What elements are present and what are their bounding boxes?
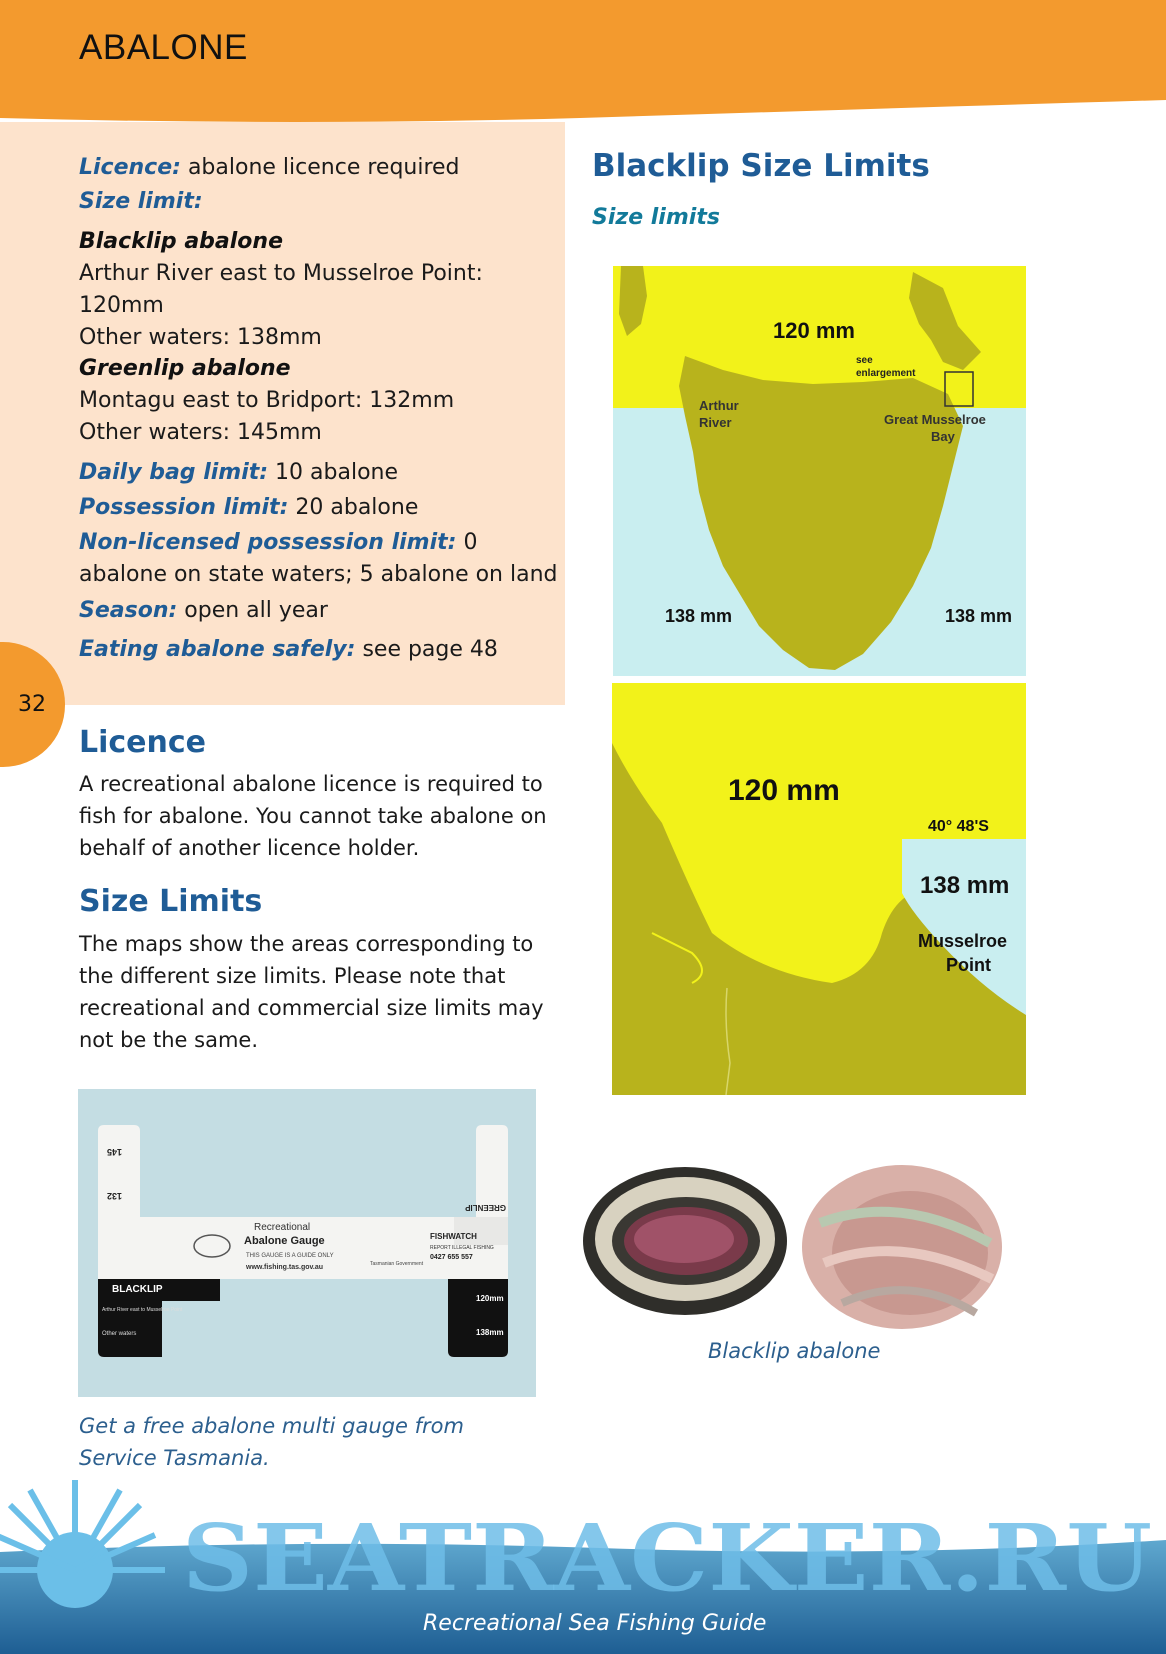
page-number: 32 — [18, 692, 46, 717]
season-line — [79, 595, 328, 626]
gauge-tasgov: Tasmanian Government — [370, 1261, 424, 1267]
gauge-size-132: 132 — [106, 1191, 122, 1201]
map1-see: see — [856, 355, 873, 366]
gauge-size-145: 145 — [106, 1147, 122, 1157]
size-limits-subheading: Size limits — [592, 205, 720, 230]
map2-latitude: 40° 48'S — [928, 818, 989, 835]
abalone-shells-photo — [580, 1163, 1040, 1343]
gauge-blacklip: BLACKLIP — [112, 1284, 163, 1295]
gauge-size-138: 138mm — [476, 1328, 504, 1337]
map1-river: River — [699, 415, 732, 430]
nonlicensed-label: Non-licensed possession limit: — [79, 530, 457, 555]
gauge-title-b: Abalone Gauge — [244, 1235, 325, 1247]
greenlip-line2: Other waters: 145mm — [79, 420, 322, 445]
greenlip-line1: Montagu east to Bridport: 132mm — [79, 388, 455, 413]
map1-label-120: 120 mm — [773, 318, 855, 343]
map1-arthur: Arthur — [699, 398, 739, 413]
abalone-caption: Blacklip abalone — [708, 1339, 881, 1363]
blacklip-line3: Other waters: 138mm — [79, 325, 322, 350]
gauge-url: www.fishing.tas.gov.au — [246, 1264, 324, 1271]
licence-value: abalone licence required — [180, 155, 460, 180]
map1-bay: Bay — [931, 429, 955, 444]
eating-label: Eating abalone safely: — [79, 637, 356, 662]
tasmania-map — [613, 266, 1026, 676]
possession-value: 20 abalone — [288, 495, 419, 520]
map2-label-120: 120 mm — [728, 774, 840, 807]
size-limit-label: Size limit: — [79, 189, 203, 214]
gauge-size-120: 120mm — [476, 1294, 504, 1303]
nonlicensed-line — [79, 527, 477, 558]
licence-line — [79, 152, 460, 183]
gauge-other-waters: Other waters — [102, 1331, 137, 1337]
daily-bag-value: 10 abalone — [268, 460, 399, 485]
nonlicensed-line2: abalone on state waters; 5 abalone on land — [79, 562, 558, 587]
map2-label-138: 138 mm — [920, 872, 1010, 899]
blacklip-size-limits-heading: Blacklip Size Limits — [592, 148, 930, 184]
season-value: open all year — [177, 598, 328, 623]
map1-label-138-right: 138 mm — [945, 606, 1013, 626]
daily-bag-line — [79, 457, 398, 488]
gauge-phone: 0427 655 557 — [430, 1254, 473, 1261]
gauge-blacklip-sub: Arthur River east to Musselroe Point — [102, 1307, 183, 1313]
gauge-greenlip: GREENLIP — [465, 1203, 506, 1212]
size-limit-line — [79, 186, 203, 217]
blacklip-line2: 120mm — [79, 293, 164, 318]
footer-guide-text: Recreational Sea Fishing Guide — [423, 1611, 767, 1636]
nonlicensed-value: 0 — [456, 530, 478, 555]
abalone-gauge-photo — [78, 1089, 536, 1397]
watermark-text: SEATRACKER.RU — [182, 1504, 1152, 1612]
map2-musselroe: Musselroe — [918, 931, 1008, 951]
gauge-note: THIS GAUGE IS A GUIDE ONLY — [246, 1253, 334, 1259]
eating-line — [79, 634, 498, 665]
enlargement-map — [612, 683, 1026, 1095]
footer-band — [0, 1470, 1166, 1654]
map2-point: Point — [946, 955, 991, 975]
greenlip-heading: Greenlip abalone — [79, 356, 291, 381]
blacklip-line1: Arthur River east to Musselroe Point: — [79, 261, 483, 286]
map1-label-138-left: 138 mm — [665, 606, 733, 626]
daily-bag-label: Daily bag limit: — [79, 460, 269, 485]
season-label: Season: — [79, 598, 178, 623]
licence-heading: Licence — [79, 725, 207, 760]
gauge-fishwatch: FISHWATCH — [430, 1232, 477, 1241]
gauge-fishwatch-sub: REPORT ILLEGAL FISHING — [430, 1245, 494, 1251]
gauge-title-a: Recreational — [254, 1222, 311, 1233]
possession-label: Possession limit: — [79, 495, 289, 520]
licence-label: Licence: — [79, 155, 181, 180]
gauge-caption: Get a free abalone multi gauge from Service Tasmania. — [79, 1414, 464, 1470]
blacklip-heading: Blacklip abalone — [79, 229, 283, 254]
size-limits-heading: Size Limits — [79, 884, 263, 919]
map1-great-musselroe: Great Musselroe — [884, 412, 986, 427]
eating-value: see page 48 — [355, 637, 498, 662]
licence-text: A recreational abalone licence is required to fish for abalone. You cannot take abalone on behalf of another licence holder. — [79, 772, 547, 860]
size-limits-text: The maps show the areas corresponding to the different size limits. Please note that recreational and commercial size limits may not be the same. — [79, 932, 544, 1052]
page-title: ABALONE — [79, 28, 248, 67]
map1-enlargement: enlargement — [856, 368, 916, 379]
possession-line — [79, 492, 418, 523]
